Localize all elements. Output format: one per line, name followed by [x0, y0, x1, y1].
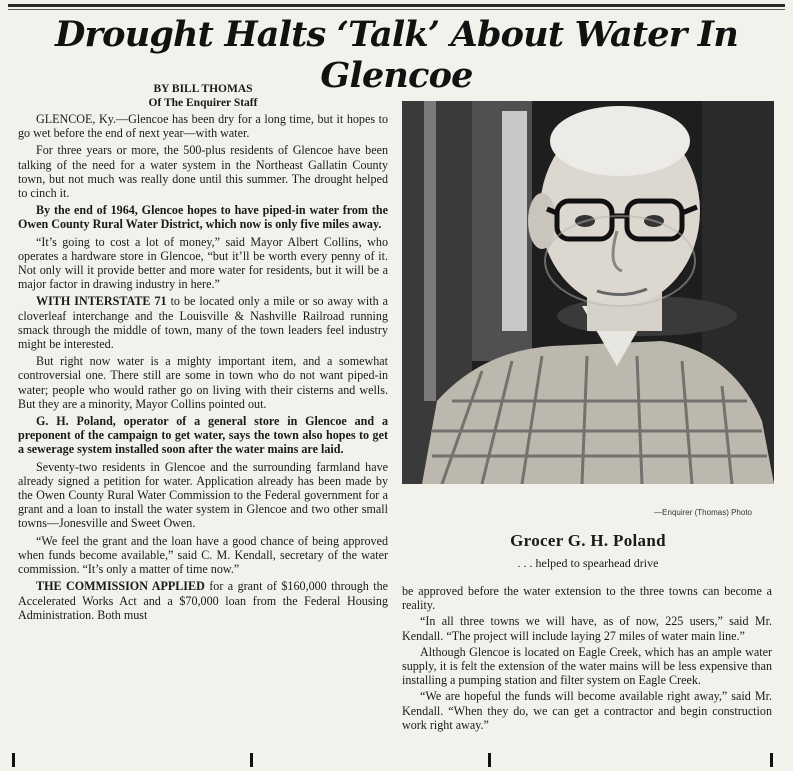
- portrait-image: [402, 101, 774, 484]
- top-rule-thin: [8, 9, 785, 10]
- paragraph: “We are hopeful the funds will become available right away,” said Mr. Kendall. “When they do, we can get a contractor and begin construction work right away.”: [402, 689, 772, 732]
- paragraph: WITH INTERSTATE 71 to be located only a mile or so away with a cloverleaf interchange and the Louisville & Nashville Railroad running smack through the middle of town, many of the town leaders feel industry might be interested.: [18, 294, 388, 352]
- paragraph: “We feel the grant and the loan have a good chance of being approved when funds become available,” said C. M. Kendall, secretary of the water commission. “It’s only a matter of time now.”: [18, 533, 388, 577]
- paragraph-bold: By the end of 1964, Glencoe hopes to have piped-in water from the Owen County Rural Water District, which now is only five miles away.: [18, 203, 388, 232]
- paragraph-lead: WITH INTERSTATE 71: [36, 294, 167, 309]
- paragraph: be approved before the water extension to the three towns can become a reality.: [402, 584, 772, 613]
- photo-caption-title: Grocer G. H. Poland: [510, 531, 666, 550]
- paragraph: Seventy-two residents in Glencoe and the surrounding farmland have already signed a petition for water. Application already has been made by the Owen County Rural Water Commission to the Federal government for a grant and a loan to install the water system in Glencoe and two other small towns—Jonesville and Sweet Owen.: [18, 459, 388, 531]
- article-column-2: [402, 584, 772, 734]
- paragraph: But right now water is a mighty important item, and a somewhat controversial one. There still are some in town who do not want piped-in water; people who would rather go on living with their cisterns and wells. But they are a minority, Mayor Collins pointed out.: [18, 354, 388, 411]
- paragraph-bold: G. H. Poland, operator of a general store in Glencoe and a preponent of the campaign to get water, says the town also hopes to get a sewerage system installed soon after the water mains are laid.: [18, 414, 388, 457]
- byline-author: BY BILL THOMAS: [153, 83, 253, 95]
- paragraph: THE COMMISSION APPLIED for a grant of $160,000 through the Accelerated Works Act and a $70,000 loan from the Federal Housing Administration. Both must: [18, 579, 388, 622]
- paragraph: For three years or more, the 500-plus residents of Glencoe have been talking of the need for a water system in the Northeast Gallatin County town, but not much was really done until this summer. The drought helped to cinch it.: [18, 143, 388, 201]
- photo-credit: —Enquirer (Thomas) Photo: [654, 508, 752, 517]
- paragraph: GLENCOE, Ky.—Glencoe has been dry for a long time, but it hopes to go wet before the end of next year—with water.: [18, 112, 389, 141]
- top-rule: [8, 4, 785, 7]
- byline-staff: Of The Enquirer Staff: [148, 97, 258, 109]
- paragraph-lead: THE COMMISSION APPLIED: [36, 579, 205, 594]
- column-mark: [488, 753, 491, 767]
- column-mark: [12, 753, 15, 767]
- column-mark: [770, 753, 773, 767]
- column-mark: [250, 753, 253, 767]
- paragraph: Although Glencoe is located on Eagle Creek, which has an ample water supply, it is felt the extension of the water mains will be less expensive than installing a pumping station and filter system on Eagle Creek.: [402, 644, 772, 688]
- paragraph: “It’s going to cost a lot of money,” said Mayor Albert Collins, who operates a hardware store in Glencoe, “but it’ll be worth every penny of it. Not only will it provide better and more water for residents, but it will be a major factor in drawing industry in here.”: [18, 234, 388, 292]
- dateline: GLENCOE, Ky.—: [36, 112, 129, 126]
- photo-caption-subtitle: . . . helped to spearhead drive: [517, 556, 659, 570]
- paragraph: “In all three towns we will have, as of now, 225 users,” said Mr. Kendall. “The project will include laying 27 miles of water main line.”: [402, 614, 772, 643]
- headline: Drought Halts ‘Talk’ About Water In Glencoe: [54, 14, 739, 96]
- article-column-1: [18, 82, 388, 625]
- portrait-photo: [402, 101, 774, 484]
